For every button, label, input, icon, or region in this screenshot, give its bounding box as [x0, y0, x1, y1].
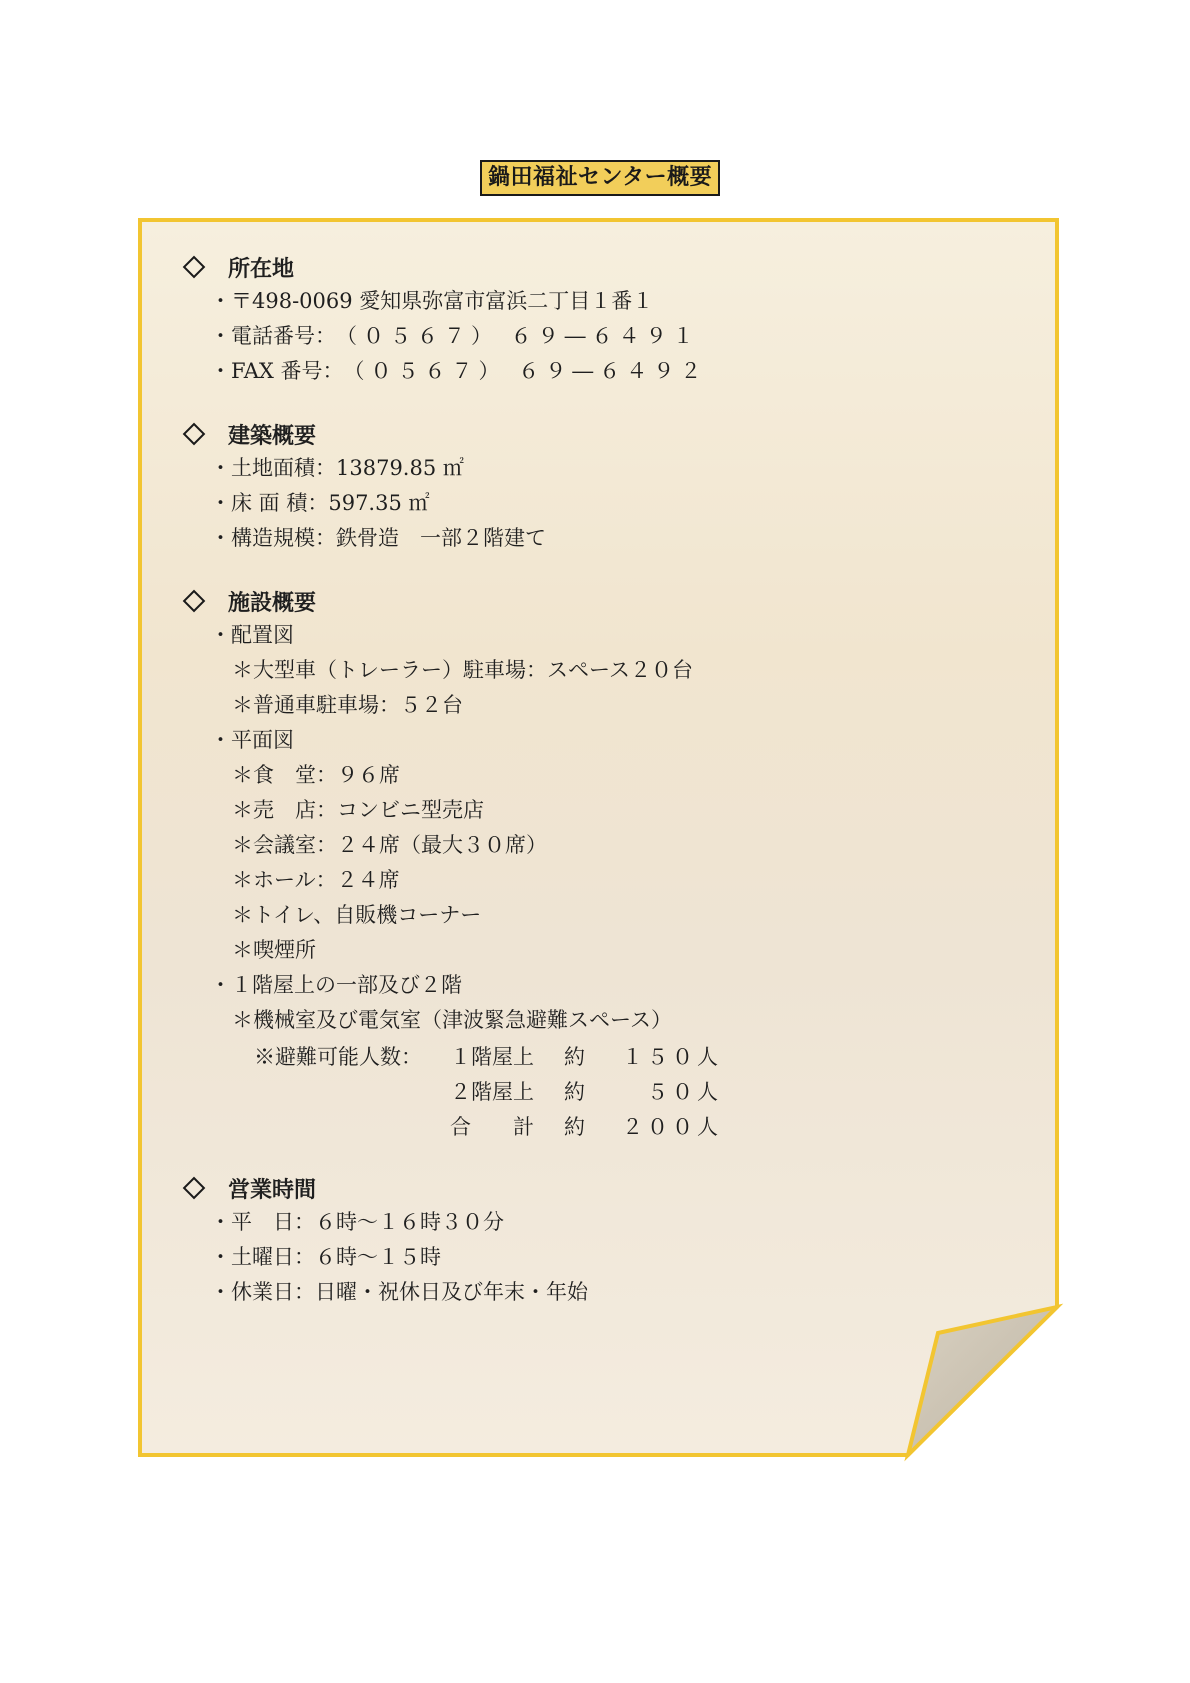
smoking-area: ＊喫煙所 — [232, 938, 316, 962]
floor-plan-label: ・平面図 — [210, 728, 294, 752]
saturday-hours: ・土曜日：６時～１５時 — [210, 1245, 441, 1269]
section-header-location — [180, 250, 960, 284]
section-heading: 施設概要 — [228, 590, 317, 616]
evacuation-floor: ２階屋上 — [450, 1079, 534, 1104]
fax-value: （０５６７） ６９―６４９２ — [343, 359, 708, 383]
land-area: ・土地面積：13879.85 ㎡ — [210, 456, 464, 480]
hall: ＊ホール：２４席 — [232, 868, 400, 892]
section-location — [180, 250, 960, 389]
phone-row — [180, 319, 960, 354]
evacuation-count: １５０人 — [622, 1044, 722, 1069]
section-heading: 建築概要 — [228, 423, 317, 449]
section-facility — [180, 584, 960, 1143]
fax-row — [180, 354, 960, 389]
fax-label: ・FAX 番号： — [210, 359, 344, 383]
diamond-icon — [183, 1177, 206, 1200]
section-heading: 所在地 — [228, 256, 295, 282]
phone-label: ・電話番号： — [210, 324, 336, 348]
evacuation-floor: １階屋上 — [450, 1044, 534, 1069]
phone-value: （０５６７） ６９―６４９１ — [336, 324, 700, 348]
table-row — [254, 1038, 752, 1073]
toilet-vending: ＊トイレ、自販機コーナー — [232, 903, 482, 927]
diamond-icon — [183, 256, 206, 279]
diamond-icon — [183, 423, 206, 446]
evacuation-total-label: 合 計 — [450, 1114, 534, 1139]
rooftop-label: ・１階屋上の一部及び２階 — [210, 973, 462, 997]
structure: ・構造規模：鉄骨造 一部２階建て — [210, 526, 546, 550]
postal-address: ・〒498-0069 愛知県弥富市富浜二丁目１番１ — [210, 289, 654, 313]
evacuation-total-count: ２００人 — [622, 1114, 722, 1139]
page-title: 鍋田福祉センター概要 — [480, 160, 720, 196]
store: ＊売 店：コンビニ型売店 — [232, 798, 484, 822]
section-heading: 営業時間 — [228, 1177, 317, 1203]
closed-days: ・休業日：日曜・祝休日及び年末・年始 — [210, 1280, 588, 1304]
weekday-hours: ・平 日：６時～１６時３０分 — [210, 1210, 504, 1234]
evacuation-approx: 約 — [564, 1079, 585, 1104]
large-vehicle-parking: ＊大型車（トレーラー）駐車場：スペース２０台 — [232, 658, 693, 682]
regular-parking: ＊普通車駐車場：５２台 — [232, 693, 463, 717]
evacuation-count: ５０人 — [622, 1079, 722, 1104]
overview-content — [180, 250, 960, 1338]
evacuation-label: ※避難可能人数： — [254, 1044, 422, 1069]
machine-room: ＊機械室及び電気室（津波緊急避難スペース） — [232, 1008, 672, 1032]
section-hours — [180, 1171, 960, 1310]
section-header-building — [180, 417, 960, 451]
floor-area: ・床 面 積：597.35 ㎡ — [210, 491, 430, 515]
section-building — [180, 417, 960, 556]
meeting-room: ＊会議室：２４席（最大３０席） — [232, 833, 547, 857]
evacuation-capacity-table — [254, 1038, 752, 1143]
cafeteria: ＊食 堂：９６席 — [232, 763, 400, 787]
section-header-hours — [180, 1171, 960, 1205]
table-row — [254, 1073, 752, 1108]
evacuation-approx: 約 — [564, 1114, 585, 1139]
diamond-icon — [183, 590, 206, 613]
layout-label: ・配置図 — [210, 623, 294, 647]
section-header-facility — [180, 584, 960, 618]
table-row — [254, 1108, 752, 1143]
evacuation-approx: 約 — [564, 1044, 585, 1069]
